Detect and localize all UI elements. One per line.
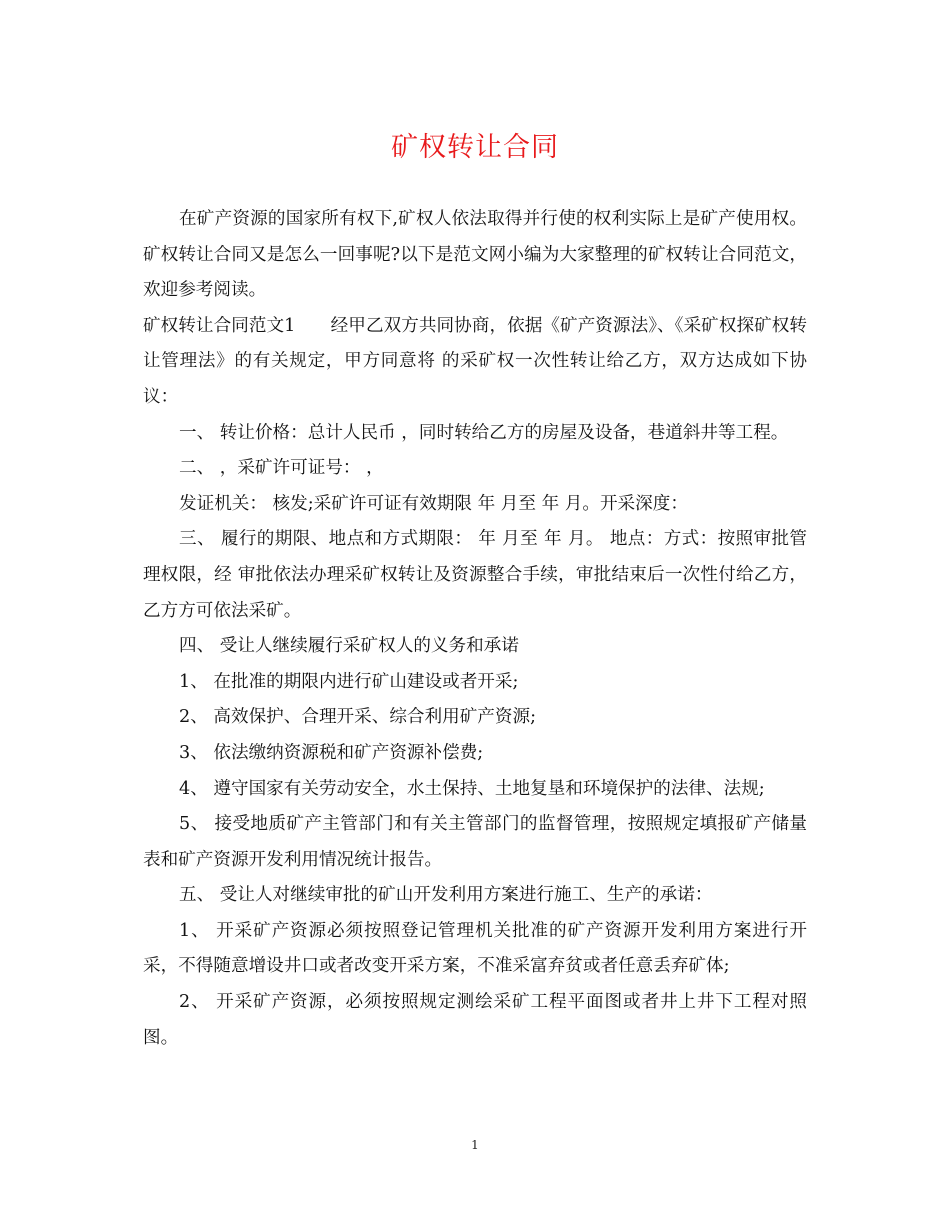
clause-5-heading: 五、 受让人对继续审批的矿山开发利用方案进行施工、生产的承诺： <box>179 885 713 906</box>
clause-5-item-2: 2、 开采矿产资源，必须按照规定测绘采矿工程平面图或者井上井下工程对照图。 <box>143 992 807 1048</box>
clause-2-issuer: 发证机关： 核发;采矿许可证有效期限 年 月至 年 月。开采深度： <box>179 493 688 514</box>
clause-4-item-4: 4、 遵守国家有关劳动安全，水土保持、土地复垦和环境保护的法律、法规; <box>179 778 765 799</box>
clause-1-price: 一、 转让价格：总计人民币 ，同时转给乙方的房屋及设备，巷道斜井等工程。 <box>179 422 789 443</box>
document-title: 矿权转让合同 <box>391 132 559 163</box>
clause-4-item-3: 3、 依法缴纳资源税和矿产资源补偿费; <box>179 742 484 763</box>
clause-5-item-1: 1、 开采矿产资源必须按照登记管理机关批准的矿产资源开发利用方案进行开采，不得随意增设井口或者改变开采方案，不准采富弃贫或者任意丢弃矿体; <box>143 920 807 977</box>
page-number: 1 <box>471 1138 479 1152</box>
clause-3-term: 三、 履行的期限、地点和方式期限： 年 月至 年 月。 地点：方式：按照审批管理权限，经 审批依法办理采矿权转让及资源整合手续，审批结束后一次性付给乙方，乙方方可依法采矿。 <box>143 529 807 621</box>
clause-4-item-5: 5、 接受地质矿产主管部门和有关主管部门的监督管理，按照规定填报矿产储量表和矿产资源开发利用情况统计报告。 <box>143 814 807 870</box>
clause-2-license: 二、 ，采矿许可证号： ， <box>179 458 384 479</box>
intro-paragraph: 在矿产资源的国家所有权下,矿权人依法取得并行使的权利实际上是矿产使用权。矿权转让合同又是怎么一回事呢?以下是范文网小编为大家整理的矿权转让合同范文，欢迎参考阅读。 <box>143 209 807 301</box>
clause-4-heading: 四、 受让人继续履行采矿权人的义务和承诺 <box>179 636 519 657</box>
document-body <box>143 202 807 1056</box>
clause-4-item-1: 1、 在批准的期限内进行矿山建设或者开采; <box>179 671 519 692</box>
contract-preamble-paragraph: 矿权转让合同范文1 经甲乙双方共同协商，依据《矿产资源法》、《采矿权探矿权转让管理法》的有关规定，甲方同意将 的采矿权一次性转让给乙方，双方达成如下协议： <box>143 315 807 407</box>
clause-4-item-2: 2、 高效保护、合理开采、综合利用矿产资源; <box>179 707 536 728</box>
